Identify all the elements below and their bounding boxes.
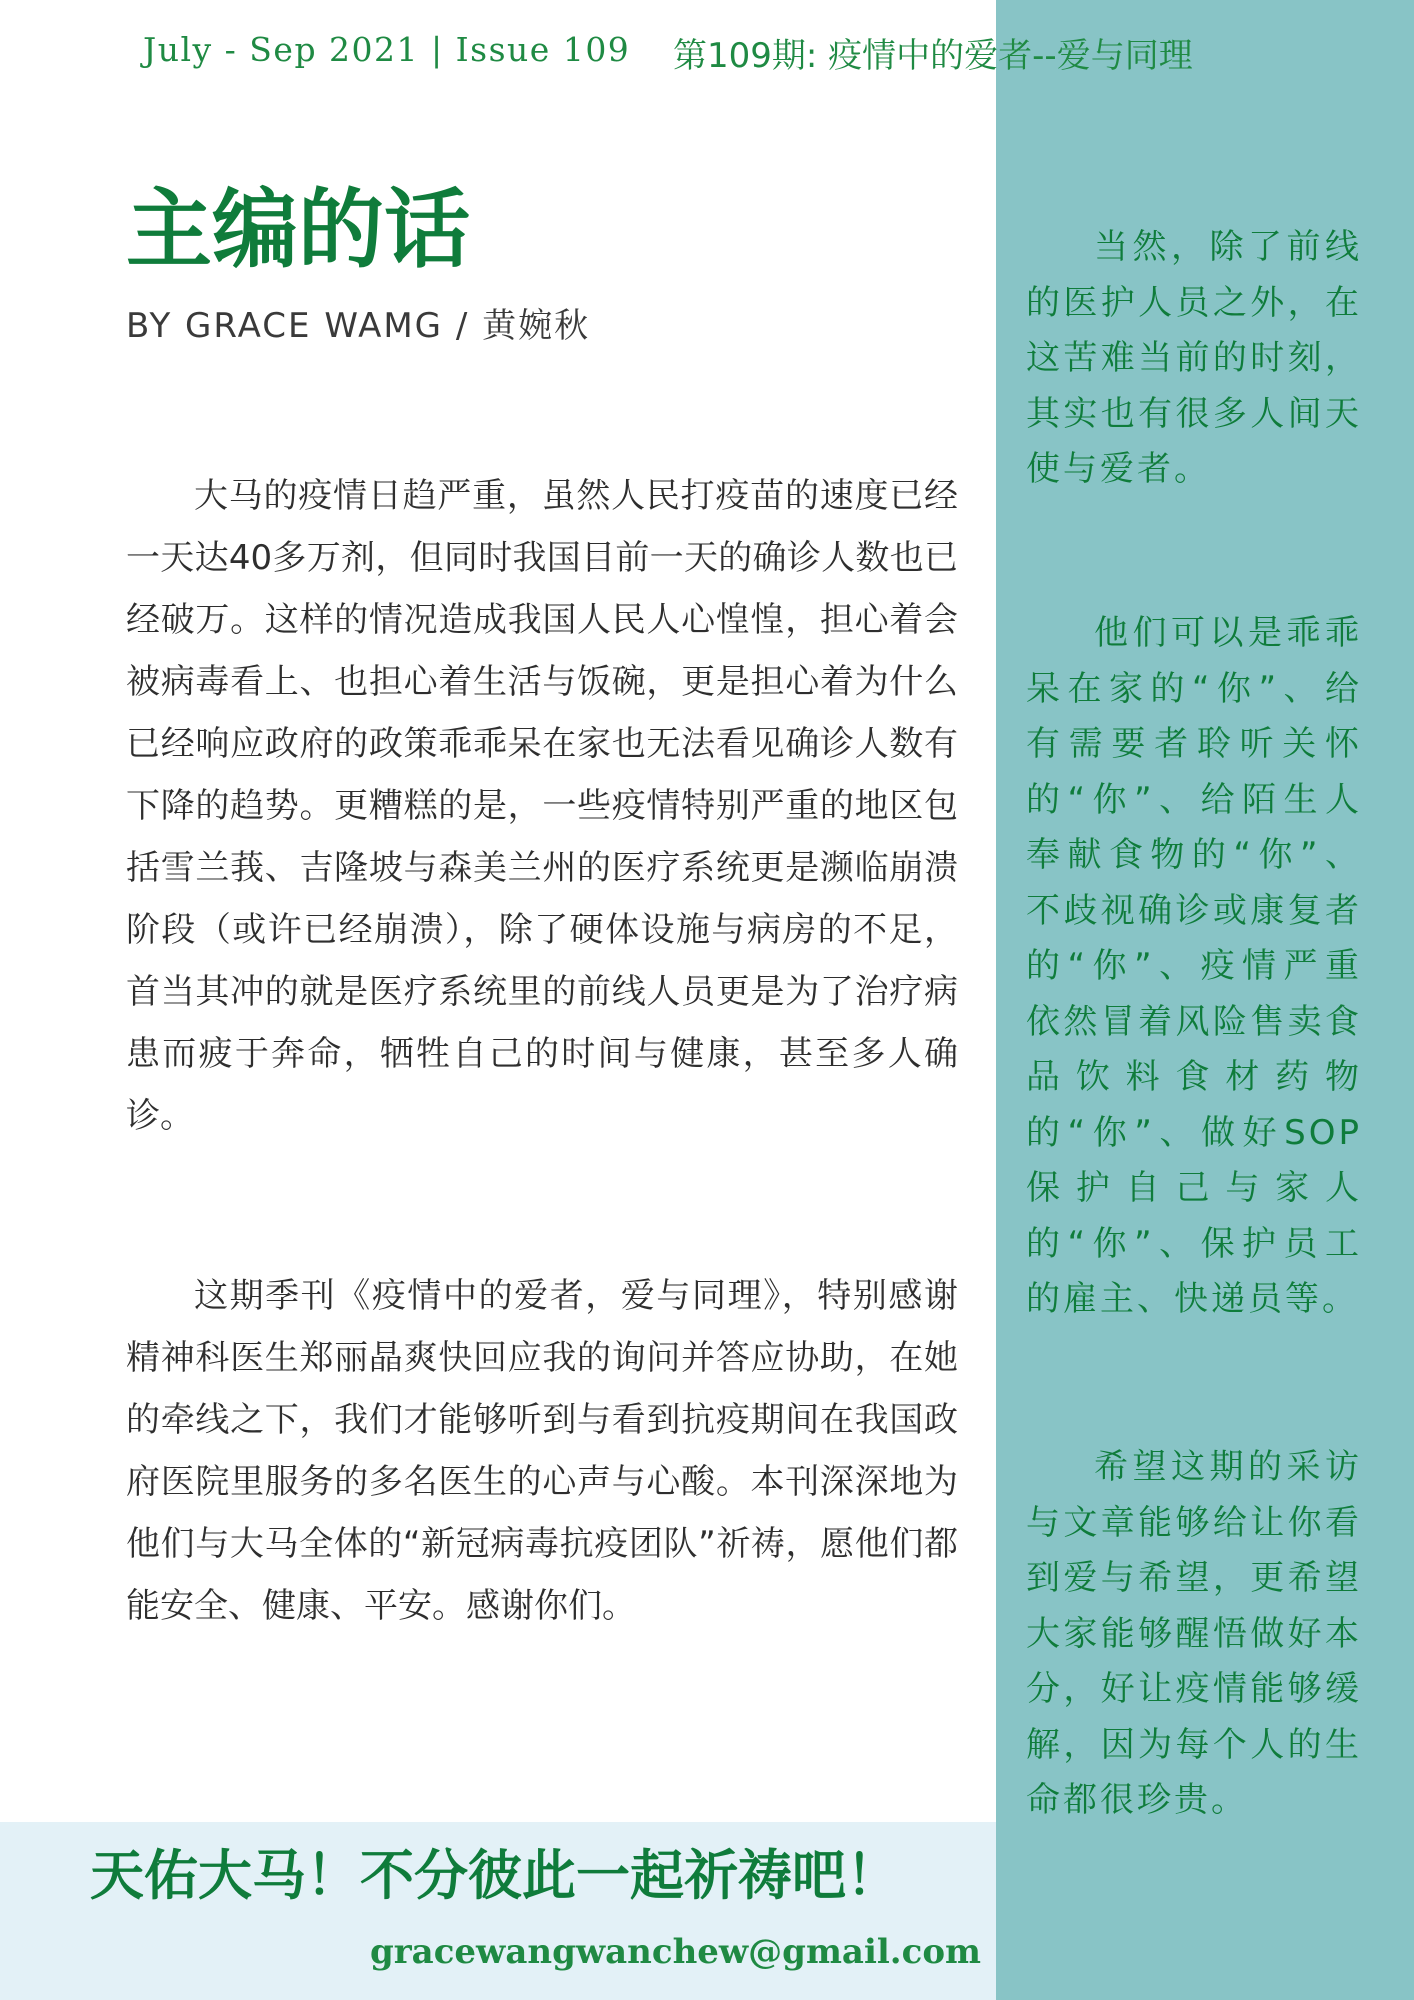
article-paragraph-1: 大马的疫情日趋严重，虽然人民打疫苗的速度已经一天达40多万剂，但同时我国目前一天的确诊人数也已经破万。这样的情况造成我国人民人心惶惶，担心着会被病毒看上、也担心着生活与饭碗，更是担心着为什么已经响应政府的政策乖乖呆在家也无法看见确诊人数有下降的趋势。更糟糕的是，一些疫情特别严重的地区包括雪兰莪、吉隆坡与森美兰州的医疗系统更是濒临崩溃阶段（或许已经崩溃），除了硬体设施与病房的不足，首当其冲的就是医疗系统里的前线人员更是为了治疗病患而疲于奔命，牺牲自己的时间与健康，甚至多人确诊。 bbox=[126, 476, 958, 1136]
sidebar-paragraph-1: 当然，除了前线的医护人员之外，在这苦难当前的时刻，其实也有很多人间天使与爱者。 bbox=[1026, 227, 1362, 489]
sidebar-paragraph-2: 他们可以是乖乖呆在家的“你”、给有需要者聆听关怀的“你”、给陌生人奉献食物的“你”、不歧视确诊或康复者的“你”、疫情严重依然冒着风险售卖食品饮料食材药物的“你”、做好SOP保护自己与家人的“你”、保护员工的雇主、快递员等。 bbox=[1026, 613, 1362, 1319]
page-title: 主编的话 bbox=[126, 180, 470, 280]
article-paragraph-2: 这期季刊《疫情中的爱者，爱与同理》，特别感谢精神科医生郑丽晶爽快回应我的询问并答应协助，在她的牵线之下，我们才能够听到与看到抗疫期间在我国政府医院里服务的多名医生的心声与心酸。本刊深深地为他们与大马全体的“新冠病毒抗疫团队”祈祷，愿他们都能安全、健康、平安。感谢你们。 bbox=[126, 1276, 958, 1626]
sidebar-paragraph-3: 希望这期的采访与文章能够给让你看到爱与希望，更希望大家能够醒悟做好本分，好让疫情能够缓解，因为每个人的生命都很珍贵。 bbox=[1026, 1447, 1362, 1820]
issue-title: 第109期: 疫情中的爱者--爱与同理 bbox=[673, 36, 1193, 76]
footer-slogan: 天佑大马！不分彼此一起祈祷吧！ bbox=[90, 1844, 900, 1907]
issue-info: July - Sep 2021 | Issue 109 bbox=[143, 30, 631, 69]
contact-email[interactable]: gracewangwanchew@gmail.com bbox=[370, 1932, 981, 1972]
byline: BY GRACE WAMG / 黄婉秋 bbox=[126, 306, 591, 346]
